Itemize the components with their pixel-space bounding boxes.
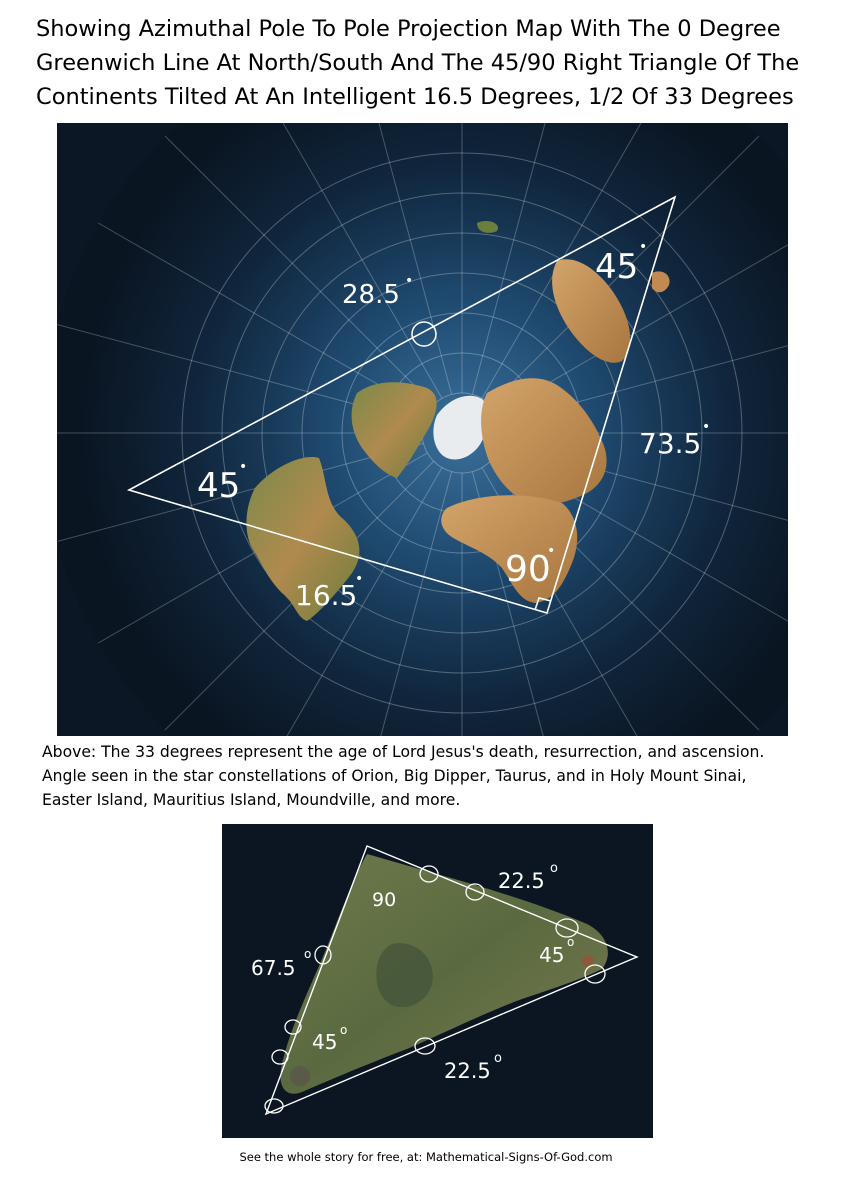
title-line-2: Greenwich Line At North/South And The 45/90 Right Triangle Of The <box>36 50 800 76</box>
degree-dot: • <box>355 571 364 587</box>
degree-dot: • <box>239 459 248 475</box>
degree-dot: • <box>639 239 648 255</box>
azimuthal-map-svg <box>57 123 788 736</box>
footer-text: See the whole story for free, at: Mathematical-Signs-Of-God.com <box>239 1150 613 1164</box>
degree-symbol: o <box>304 947 312 961</box>
azimuthal-map-image <box>57 123 788 736</box>
degree-symbol: o <box>550 861 558 876</box>
crater-shape <box>290 1066 310 1086</box>
degree-dot: • <box>405 273 414 289</box>
degree-dot: • <box>702 419 711 435</box>
degree-dot: • <box>547 543 556 559</box>
angle-label-45-left: 45 <box>312 1030 338 1054</box>
caption-line-3: Easter Island, Mauritius Island, Moundville, and more. <box>42 791 461 809</box>
angle-label-22-5-bottom: 22.5 <box>444 1059 491 1083</box>
title-line-1: Showing Azimuthal Pole To Pole Projection Map With The 0 Degree <box>36 16 781 42</box>
easter-island-image <box>222 824 653 1138</box>
angle-label-16-5: 16.5 <box>295 579 358 612</box>
angle-label-67-5: 67.5 <box>251 956 296 980</box>
title-line-3: Continents Tilted At An Intelligent 16.5 Degrees, 1/2 Of 33 Degrees <box>36 84 794 110</box>
caption-line-1: Above: The 33 degrees represent the age of Lord Jesus's death, resurrection, and ascension. <box>42 743 765 761</box>
angle-label-45-left: 45 <box>197 466 241 506</box>
angle-label-45-right: 45 <box>539 943 565 967</box>
angle-label-90: 90 <box>372 889 397 911</box>
angle-label-22-5-top: 22.5 <box>498 869 545 893</box>
caption-line-2: Angle seen in the star constellations of Orion, Big Dipper, Taurus, and in Holy Mount Sinai, <box>42 767 747 785</box>
degree-symbol: o <box>567 935 575 949</box>
page-title <box>36 12 836 114</box>
angle-label-28-5: 28.5 <box>342 280 400 310</box>
angle-label-90: 90 <box>505 549 551 590</box>
degree-symbol: o <box>340 1023 348 1037</box>
angle-label-45-top: 45 <box>595 247 639 287</box>
caption <box>42 740 842 812</box>
easter-island-svg <box>222 824 653 1138</box>
degree-symbol: o <box>494 1051 502 1066</box>
angle-label-73-5: 73.5 <box>639 427 702 460</box>
